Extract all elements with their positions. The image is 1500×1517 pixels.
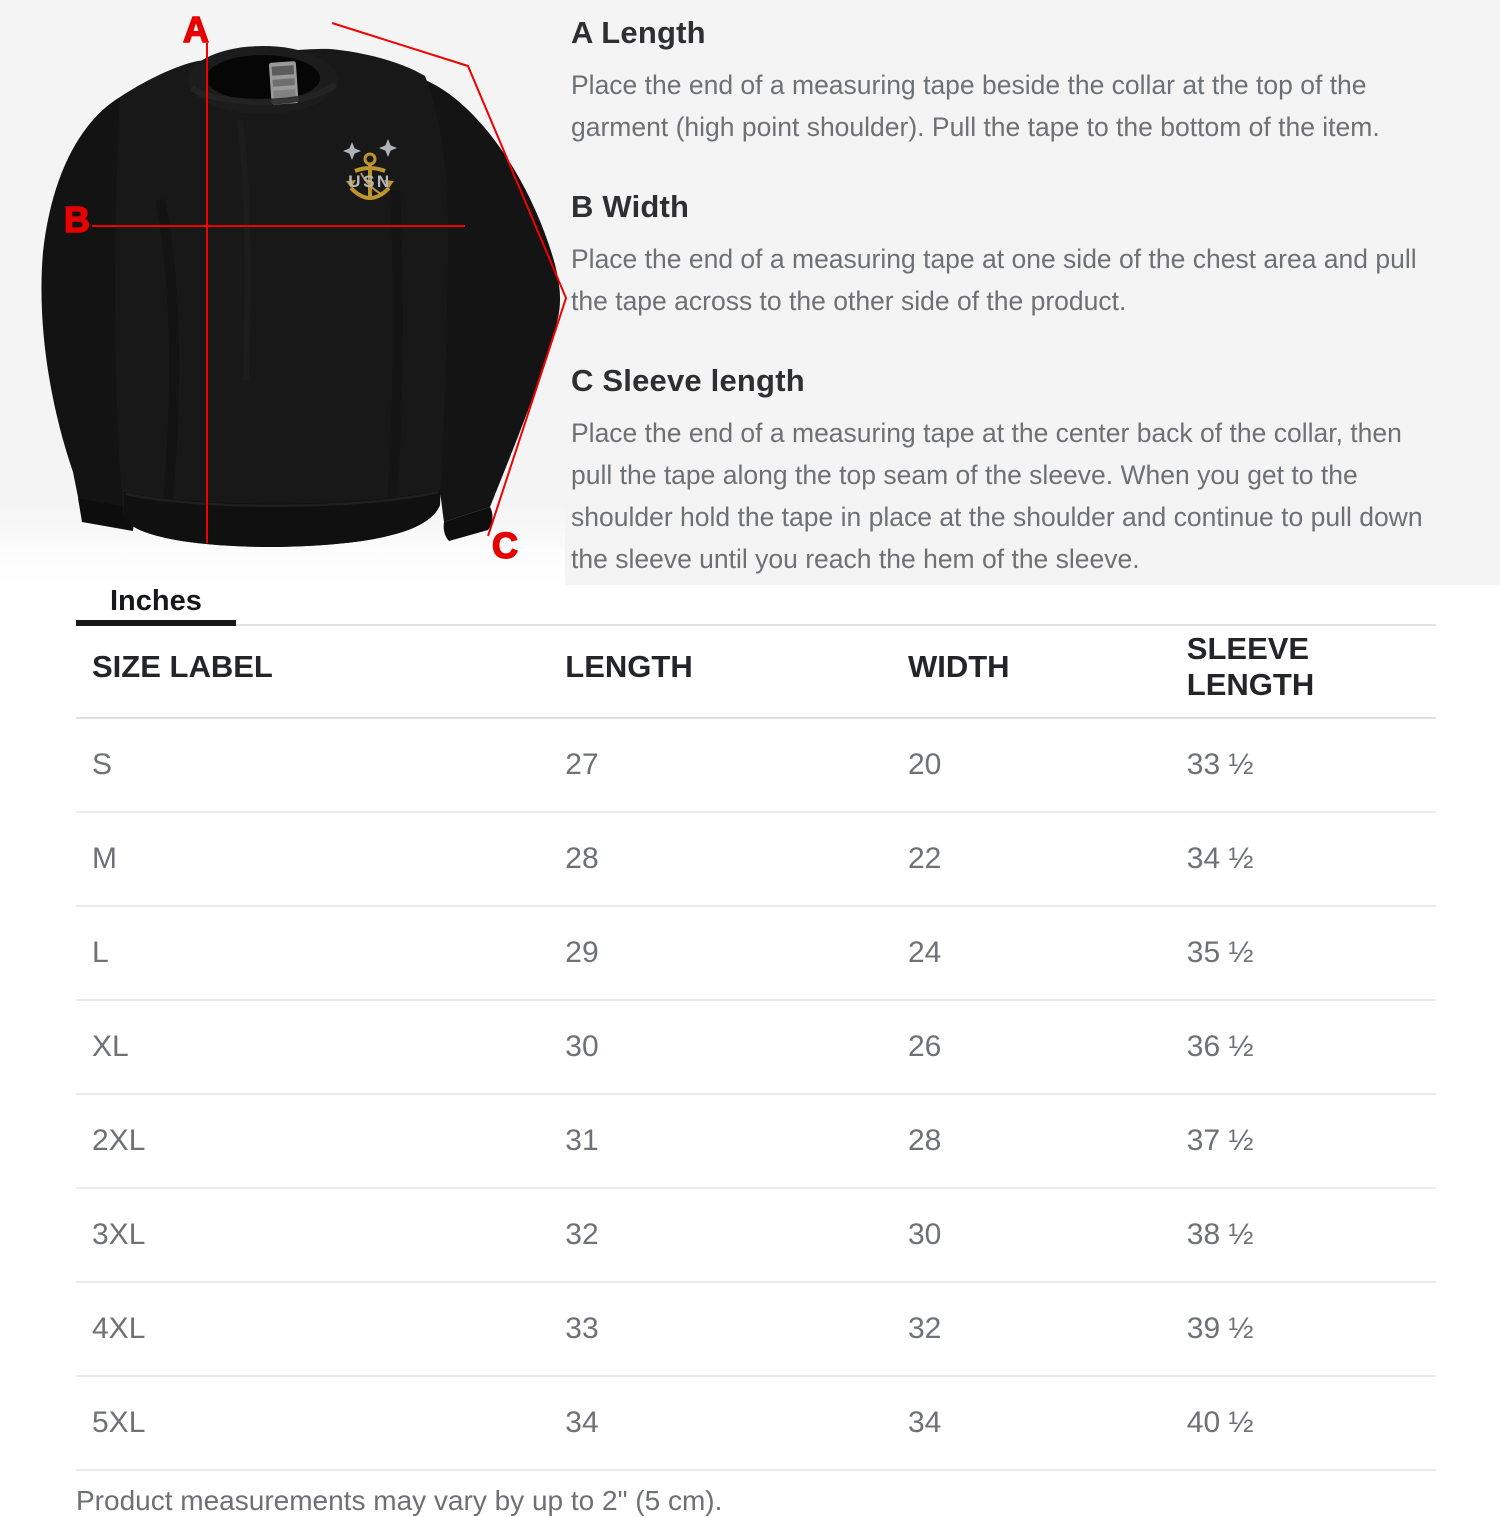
table-row (76, 1188, 1436, 1282)
measurement-instructions (565, 0, 1500, 585)
measure-label-c: C (492, 525, 518, 566)
table-cell: 30 (892, 1188, 1171, 1282)
guide-title-width: B Width (571, 189, 690, 224)
table-cell: 5XL (76, 1376, 549, 1470)
table-row (76, 718, 1436, 812)
header-sleeve-length: SLEEVE LENGTH (1171, 626, 1436, 718)
table-cell: 39 ½ (1171, 1282, 1436, 1376)
table-cell: 27 (549, 718, 892, 812)
units-tab-bar (76, 587, 1436, 626)
guide-title-length: A Length (571, 15, 706, 50)
guide-desc-sleeve: Place the end of a measuring tape at the center back of the collar, then pull the tape along the top seam of the sleeve. When you get to the shoulder hold the tape in place at the shoulder and continue to pull down the sleeve until you reach the hem of the sleeve. (571, 418, 1423, 574)
logo-usn-text: USN (348, 172, 392, 191)
table-row (76, 812, 1436, 906)
table-cell: 30 (549, 1000, 892, 1094)
header-length: LENGTH (549, 626, 892, 718)
table-cell: 32 (892, 1282, 1171, 1376)
table-cell: 22 (892, 812, 1171, 906)
tab-inches[interactable]: Inches (76, 587, 236, 626)
table-cell: 37 ½ (1171, 1094, 1436, 1188)
table-cell: 36 ½ (1171, 1000, 1436, 1094)
table-cell: 31 (549, 1094, 892, 1188)
size-table-section (0, 585, 1500, 1517)
table-cell: L (76, 906, 549, 1000)
size-table (76, 626, 1436, 1471)
table-cell: XL (76, 1000, 549, 1094)
product-image (0, 0, 565, 585)
table-cell: 34 (549, 1376, 892, 1470)
table-cell: 2XL (76, 1094, 549, 1188)
guide-desc-width: Place the end of a measuring tape at one side of the chest area and pull the tape across to the other side of the product. (571, 244, 1417, 316)
table-cell: 20 (892, 718, 1171, 812)
table-cell: 29 (549, 906, 892, 1000)
table-row (76, 1282, 1436, 1376)
guide-section-length (571, 14, 1442, 148)
table-cell: 24 (892, 906, 1171, 1000)
table-cell: 33 (549, 1282, 892, 1376)
header-width: WIDTH (892, 626, 1171, 718)
guide-section-width (571, 188, 1442, 322)
table-cell: S (76, 718, 549, 812)
table-cell: 35 ½ (1171, 906, 1436, 1000)
table-cell: 34 ½ (1171, 812, 1436, 906)
guide-section-sleeve (571, 362, 1442, 580)
table-cell: 34 (892, 1376, 1171, 1470)
table-cell: 28 (892, 1094, 1171, 1188)
table-cell: 26 (892, 1000, 1171, 1094)
measurement-disclaimer: Product measurements may vary by up to 2" (5 cm). (76, 1485, 723, 1516)
table-row (76, 1000, 1436, 1094)
table-cell: 28 (549, 812, 892, 906)
table-cell: 3XL (76, 1188, 549, 1282)
table-header-row (76, 626, 1436, 718)
guide-title-sleeve: C Sleeve length (571, 363, 805, 398)
table-row (76, 906, 1436, 1000)
table-cell: M (76, 812, 549, 906)
guide-desc-length: Place the end of a measuring tape beside the collar at the top of the garment (high point shoulder). Pull the tape to the bottom of the item. (571, 70, 1380, 142)
table-cell: 38 ½ (1171, 1188, 1436, 1282)
measure-label-a: A (183, 9, 209, 50)
measure-label-b: B (64, 199, 90, 240)
table-row (76, 1376, 1436, 1470)
header-size-label: SIZE LABEL (76, 626, 549, 718)
table-cell: 33 ½ (1171, 718, 1436, 812)
table-cell: 4XL (76, 1282, 549, 1376)
table-row (76, 1094, 1436, 1188)
table-cell: 40 ½ (1171, 1376, 1436, 1470)
measurement-guide-section (0, 0, 1500, 585)
table-cell: 32 (549, 1188, 892, 1282)
measurement-overlay (0, 0, 565, 585)
